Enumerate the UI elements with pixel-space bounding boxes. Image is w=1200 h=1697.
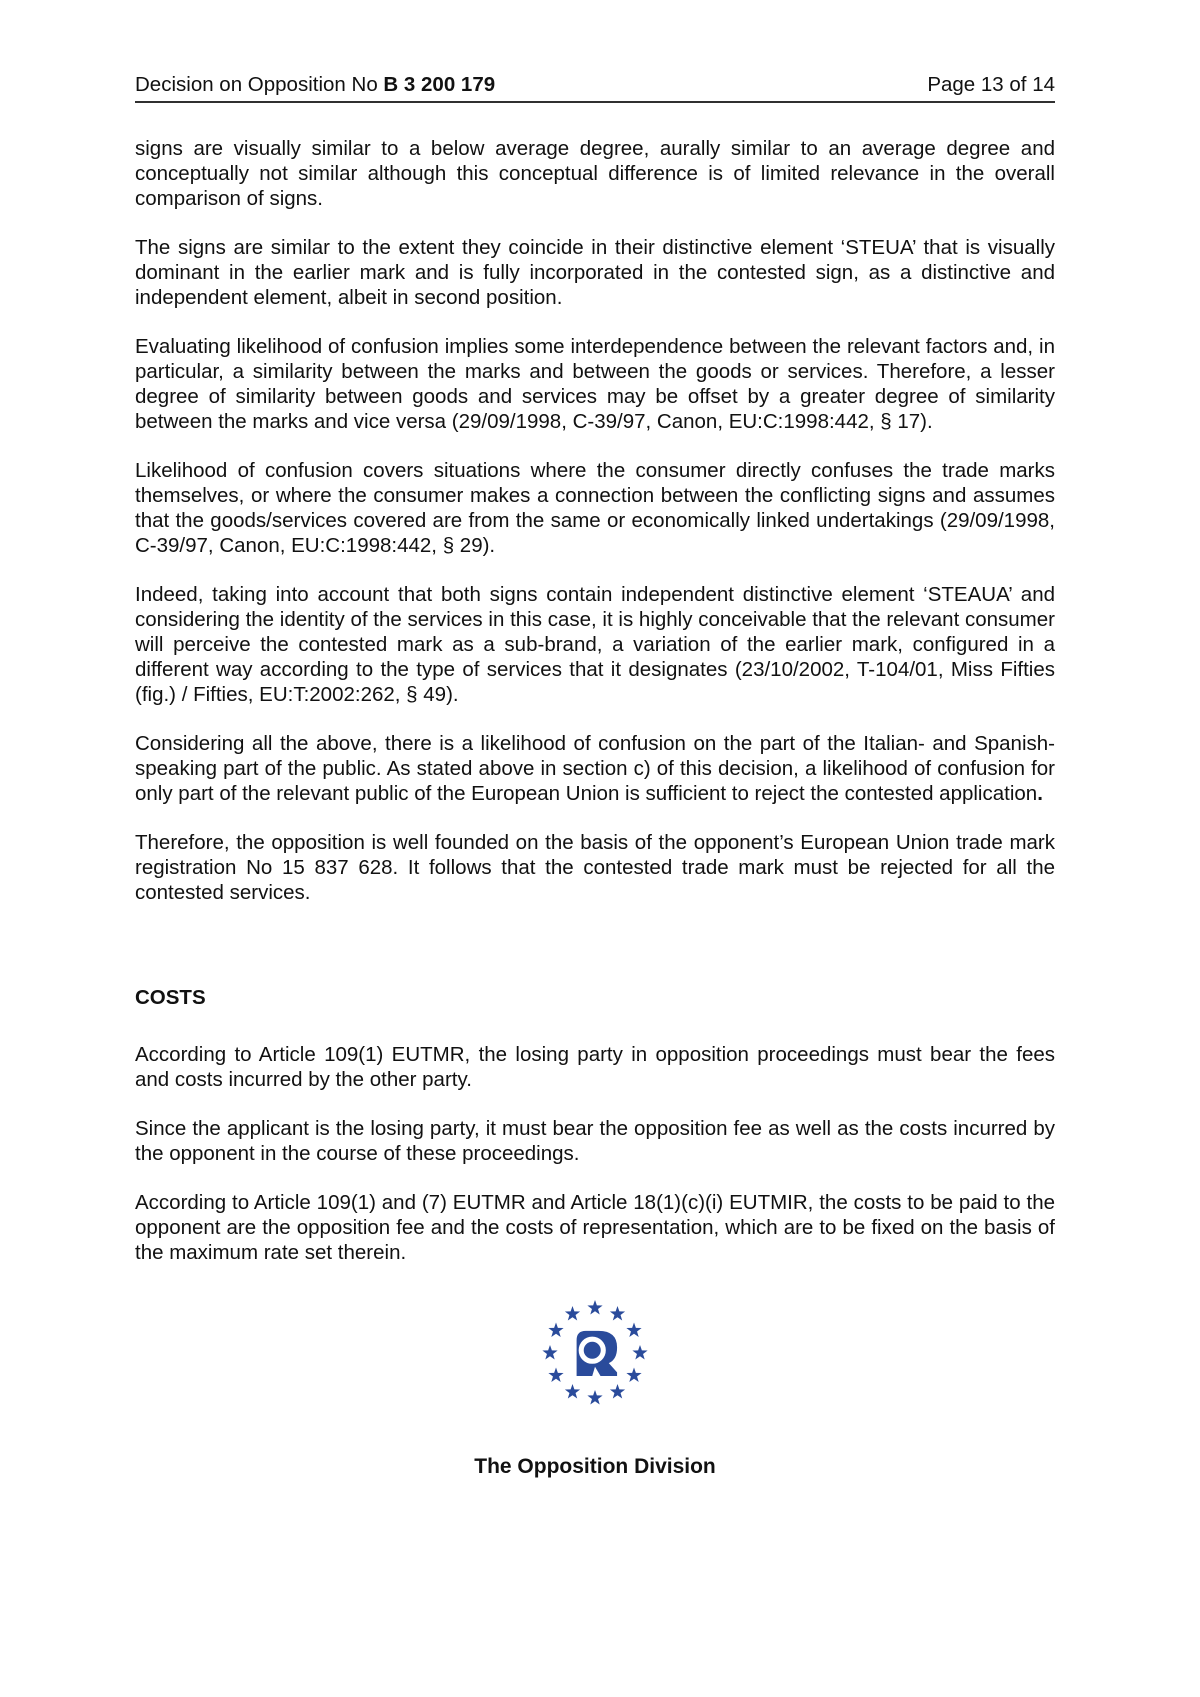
body-paragraph-6: Considering all the above, there is a likelihood of confusion on the part of the Italian- and Spanish- speaking part of the public. As stated above in section c) of this decision, a likelihood of confusion for only part of the relevant public of the European Union is sufficient to reject the contested application. <box>135 732 1055 805</box>
body-paragraph-1: signs are visually similar to a below average degree, aurally similar to an average degree and conceptually not similar although this conceptual difference is of limited relevance in the overall comparison of signs. <box>135 137 1055 210</box>
page-header <box>135 73 1055 103</box>
registered-r-glyph-icon <box>577 1331 617 1376</box>
euipo-logo-container <box>135 1293 1055 1418</box>
logo-colored-group <box>542 1300 647 1404</box>
body-paragraph-4: Likelihood of confusion covers situations where the consumer directly confuses the trade marks themselves, or where the consumer makes a connection between the conflicting signs and assumes that the goods/services covered are from the same or economically linked undertakings (29/09/1998, C-39/97, Canon, EU:C:1998:442, § 29). <box>135 459 1055 557</box>
body-paragraph-3: Evaluating likelihood of confusion implies some interdependence between the relevant factors and, in particular, a similarity between the marks and between the goods or services. Therefore, a lesser degree of similarity between goods and services may be offset by a greater degree of similarity between the marks and vice versa (29/09/1998, C-39/97, Canon, EU:C:1998:442, § 17). <box>135 335 1055 433</box>
header-divider <box>135 101 1055 103</box>
opposition-division-label: The Opposition Division <box>474 1455 716 1478</box>
header-page-number: Page 13 of 14 <box>927 73 1055 96</box>
body-paragraph-5: Indeed, taking into account that both signs contain independent distinctive element ‘STEAUA’ and considering the identity of the services in this case, it is highly conceivable that the relevant consumer will perceive the contested mark as a sub-brand, a variation of the earlier mark, configured in a different way according to the type of services that it designates (23/10/2002, T-104/01, Miss Fifties (fig.) / Fifties, EU:T:2002:262, § 49). <box>135 583 1055 706</box>
costs-paragraph-3: According to Article 109(1) and (7) EUTMR and Article 18(1)(c)(i) EUTMIR, the costs to be paid to the opponent are the opposition fee and the costs of representation, which are to be fixed on the basis of the maximum rate set therein. <box>135 1191 1055 1264</box>
body-paragraph-2: The signs are similar to the extent they coincide in their distinctive element ‘STEUA’ that is visually dominant in the earlier mark and is fully incorporated in the contested sign, as a distinctive and independent element, albeit in second position. <box>135 236 1055 309</box>
costs-section-heading: COSTS <box>135 986 206 1009</box>
body-paragraph-7: Therefore, the opposition is well founded on the basis of the opponent’s European Union trade mark registration No 15 837 628. It follows that the contested trade mark must be rejected for all the contested services. <box>135 831 1055 904</box>
euipo-registered-trademark-logo-icon <box>535 1293 655 1413</box>
costs-paragraph-2: Since the applicant is the losing party, it must bear the opposition fee as well as the costs incurred by the opponent in the course of these proceedings. <box>135 1117 1055 1165</box>
document-body <box>135 136 1055 1479</box>
costs-paragraph-1: According to Article 109(1) EUTMR, the losing party in opposition proceedings must bear the fees and costs incurred by the other party. <box>135 1043 1055 1091</box>
header-decision-reference: Decision on Opposition No B 3 200 179 <box>135 73 496 96</box>
